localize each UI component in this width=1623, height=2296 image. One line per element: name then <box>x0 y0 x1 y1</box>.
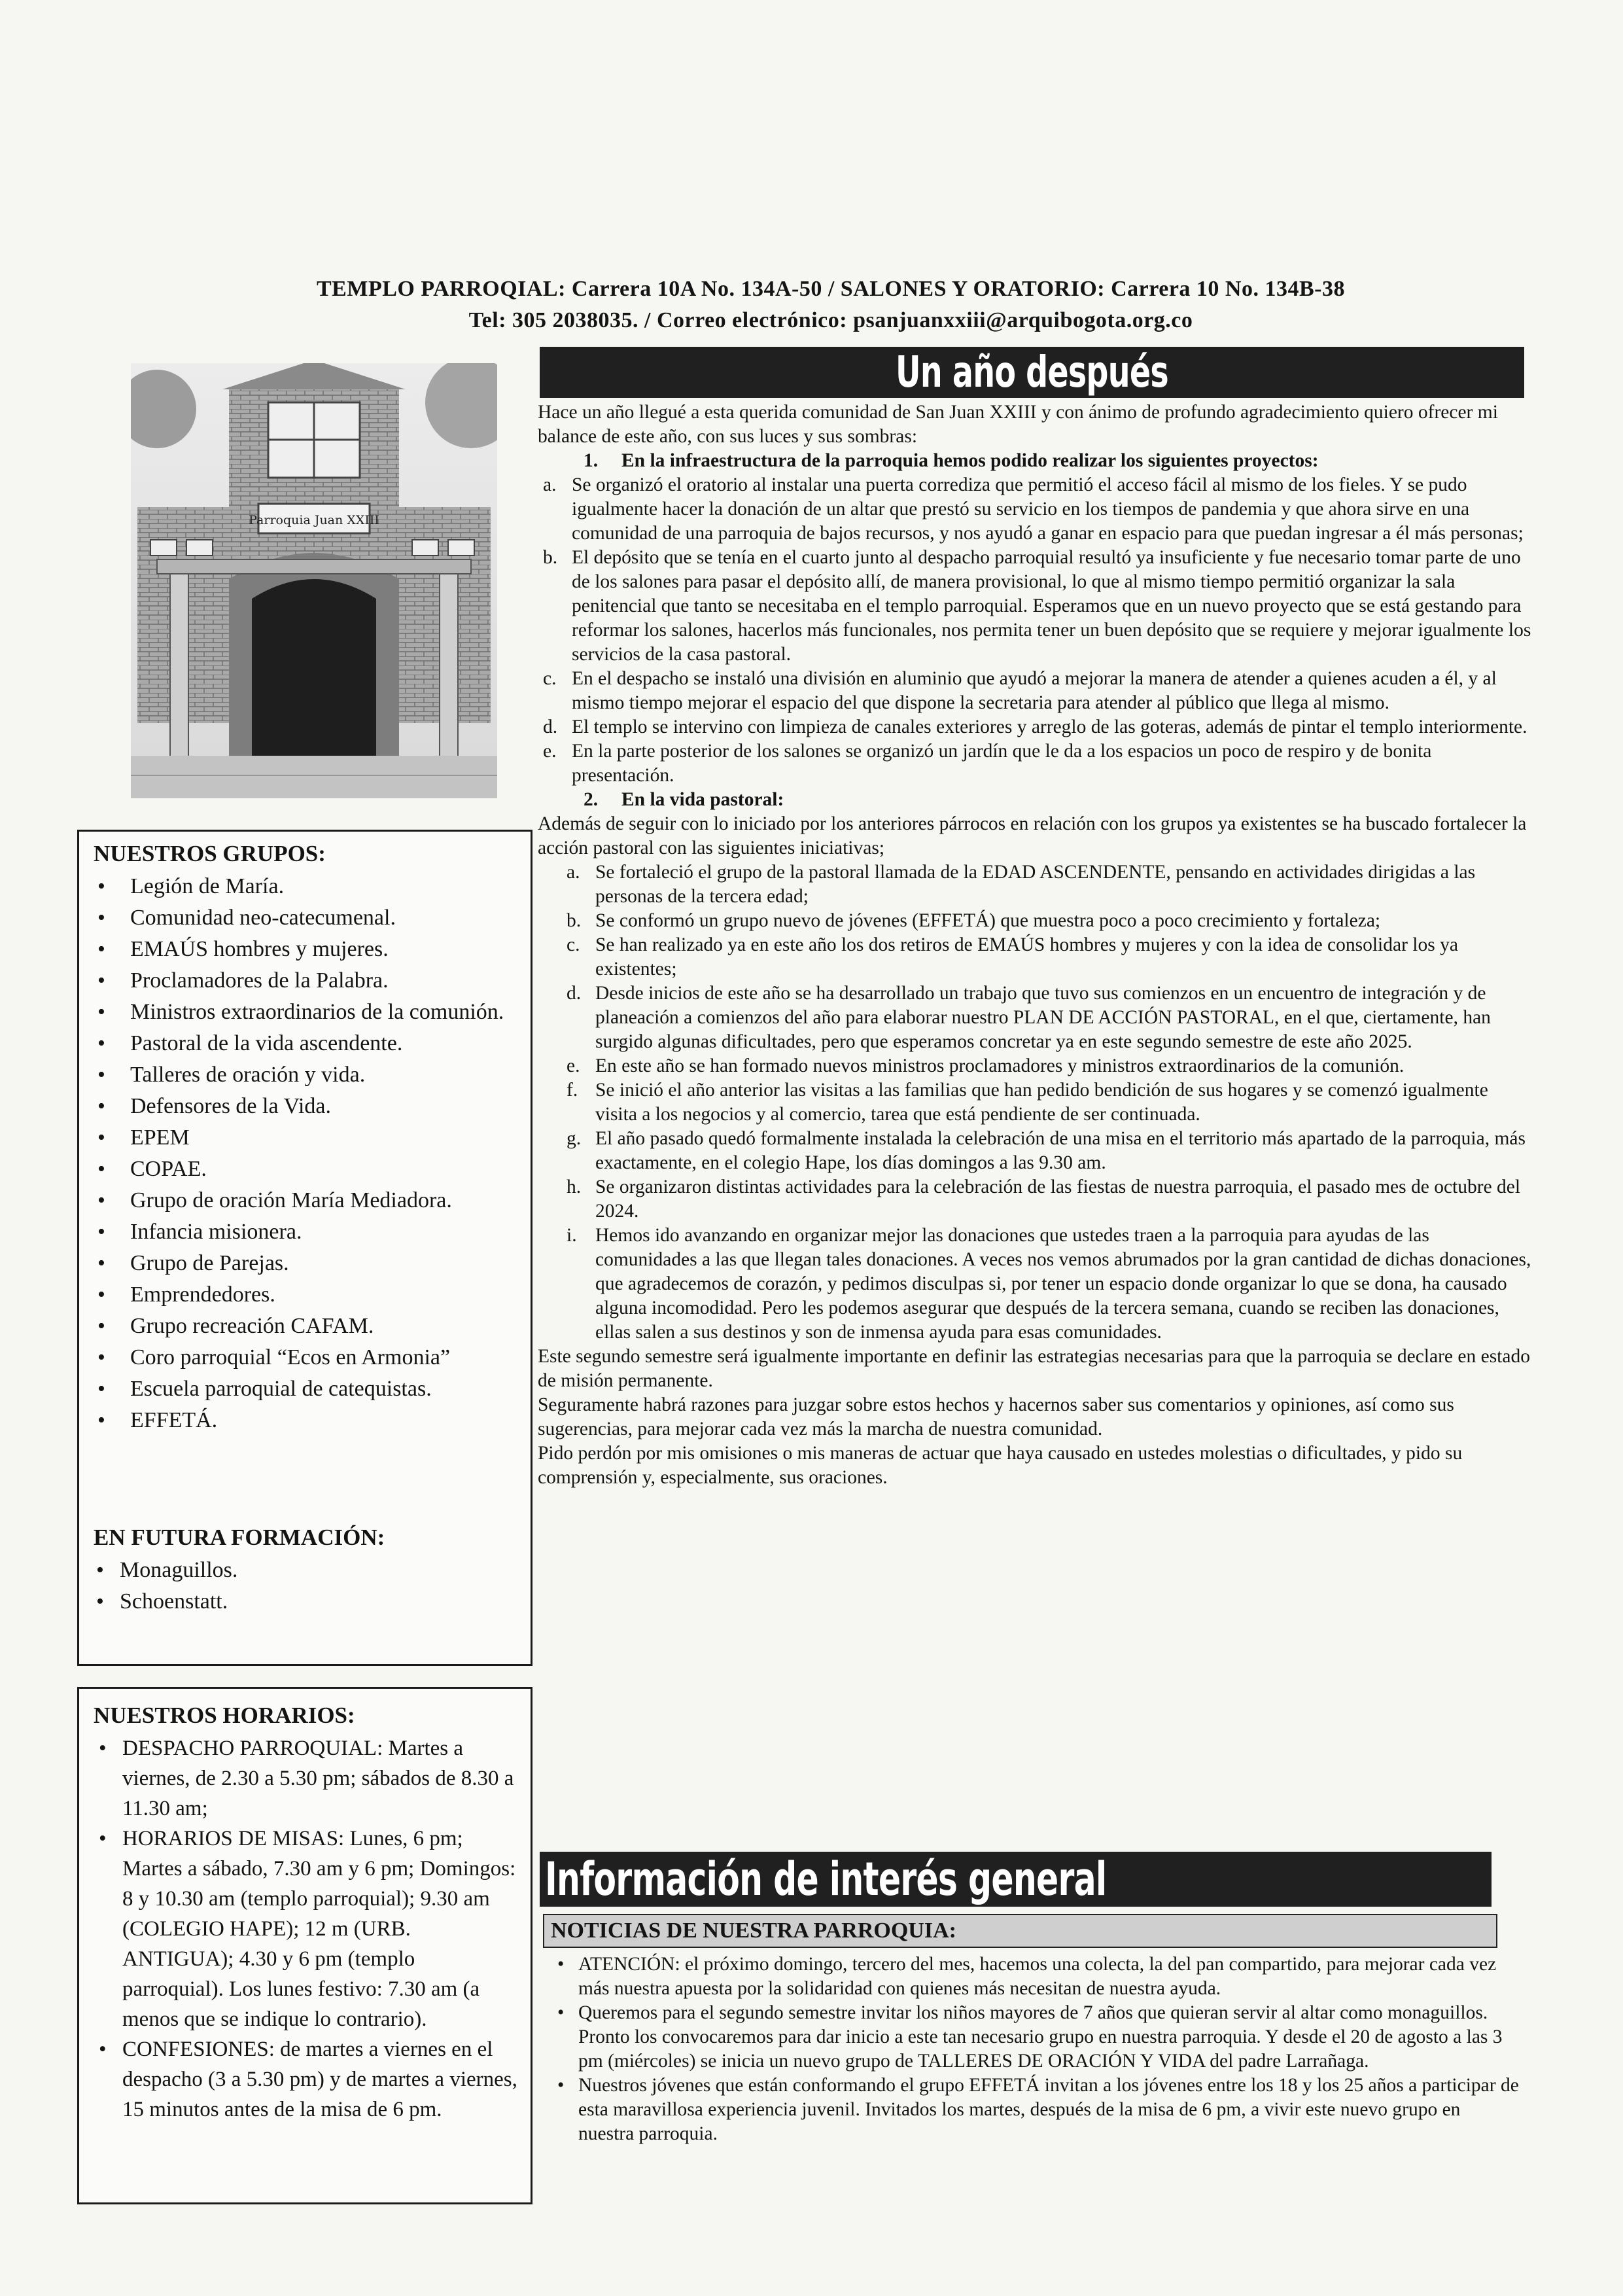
item-letter: a. <box>567 862 580 883</box>
item-text: El templo se intervino con limpieza de canales exteriores y arreglo de las goteras, además de pintar el templo interiormente. <box>572 716 1527 737</box>
article-title: Un año después <box>896 347 1168 397</box>
groups-title: NUESTROS GRUPOS: <box>94 841 326 866</box>
article-body <box>538 400 1532 1490</box>
item-text: Se han realizado ya en este año los dos retiros de EMAÚS hombres y mujeres y con la idea de consolidar los ya existentes; <box>595 934 1458 980</box>
item-text: En la parte posterior de los salones se organizó un jardín que le da a los espacios un poco de respiro y de bonita presentación. <box>572 741 1432 786</box>
group-item: • Comunidad neo-catecumenal. <box>94 902 519 934</box>
list-item <box>538 1175 1532 1224</box>
news-item: • Queremos para el segundo semestre invitar los niños mayores de 7 años que quieran servir al altar como monaguillos. Pronto los convocaremos para dar inicio a este tan necesario grupo en nuestra parroquia. Y desde el 20 de agosto a las 3 pm (miércoles) se inicia un nuevo grupo de TALLERES DE ORACIÓN Y VIDA del padre Larrañaga. <box>557 2001 1519 2074</box>
article-intro: Hace un año llegué a esta querida comunidad de San Juan XXIII y con ánimo de profundo agradecimiento quiero ofrecer mi balance de este año, con sus luces y sus sombras: <box>538 402 1498 447</box>
item-letter: d. <box>567 983 582 1004</box>
list-item <box>538 1224 1532 1345</box>
list-item <box>538 981 1532 1054</box>
item-letter: a. <box>543 474 557 495</box>
news-item: • ATENCIÓN: el próximo domingo, tercero del mes, hacemos una colecta, la del pan compartido, para mejorar cada vez más nuestra apuesta por la solidaridad con quienes más necesitan de nuestra ayuda. <box>557 1952 1519 2001</box>
section-2-heading: 2. En la vida pastoral: <box>584 789 784 810</box>
news-heading: NOTICIAS DE NUESTRA PARROQUIA: <box>551 1918 956 1943</box>
item-letter: c. <box>543 668 557 689</box>
list-item <box>538 1078 1532 1127</box>
item-letter: c. <box>567 934 580 955</box>
list-item <box>538 473 1532 546</box>
group-item: • Proclamadores de la Palabra. <box>94 965 519 997</box>
item-text: Hemos ido avanzando en organizar mejor las donaciones que ustedes traen a la parroquia para ayudas de las comunidades a las que llegan tales donaciones. A veces nos vemos abrumados por la gran cantidad de dichas donaciones, que agradecemos de corazón, y pedimos disculpas si, por tener un espacio donde organizar lo que se dona, ha causado alguna incomodidad. Pero les podemos asegurar que después de la tercera semana, cuando se reciben las donaciones, ellas salen a sus destinos y son de inmensa ayuda para esas comunidades. <box>595 1225 1531 1343</box>
item-letter: e. <box>543 741 557 762</box>
closing-paragraph-3: Pido perdón por mis omisiones o mis maneras de actuar que haya causado en ustedes molestias o dificultades, y pido su comprensión y, especialmente, sus oraciones. <box>538 1443 1463 1488</box>
group-item: • Legión de María. <box>94 871 519 902</box>
groups-list <box>94 871 519 1436</box>
item-letter: h. <box>567 1176 582 1197</box>
item-text: Se organizó el oratorio al instalar una puerta corrediza que permitió el acceso fácil al mismo de los fieles. Y se pudo igualmente hacer la donación de un altar que prestó su servicio en los tiempos de pandemia y que ahora sirve en una comunidad de una parroquia de bajos recursos, y nos ayudó a ganar en espacio para que puedan ingresar a él más personas; <box>572 474 1524 544</box>
item-text: El año pasado quedó formalmente instalada la celebración de una misa en el territorio más apartado de la parroquia, más exactamente, en el colegio Hape, los días domingos a las 9.30 am. <box>595 1128 1526 1173</box>
schedule-item: • HORARIOS DE MISAS: Lunes, 6 pm; Martes a sábado, 7.30 am y 6 pm; Domingos: 8 y 10.30 am (templo parroquial); 9.30 am (COLEGIO HAPE); 12 m (URB. ANTIGUA); 4.30 y 6 pm (templo parroquial). Los lunes festivo: 7.30 am (a menos que se indique lo contrario). <box>94 1824 519 2034</box>
section-1-list <box>538 473 1532 788</box>
group-item: • Pastoral de la vida ascendente. <box>94 1028 519 1059</box>
info-title: Información de interés general <box>545 1852 1107 1906</box>
item-text: El depósito que se tenía en el cuarto junto al despacho parroquial resultó ya insuficiente y fue necesario tomar parte de uno de los salones para pasar el depósito allí, de manera provisional, lo que al mismo tiempo permitió organizar la sala penitencial que tanto se necesitaba en el templo parroquial. Esperamos que en un nuevo proyecto que se está gestando para reformar los salones, hacerlos más funcionales, nos permita tener un buen depósito que se requiere y mejorar igualmente los servicios de la casa pastoral. <box>572 547 1531 665</box>
header-address-line: TEMPLO PARROQIAL: Carrera 10A No. 134A-50 / SALONES Y ORATORIO: Carrera 10 No. 134B-38 <box>317 277 1345 301</box>
group-item: • EMAÚS hombres y mujeres. <box>94 934 519 965</box>
group-item: • Emprendedores. <box>94 1279 519 1311</box>
group-item: • Grupo recreación CAFAM. <box>94 1311 519 1342</box>
item-text: Se conformó un grupo nuevo de jóvenes (EFFETÁ) que muestra poco a poco crecimiento y fortaleza; <box>595 910 1381 931</box>
info-title-banner <box>540 1852 1492 1907</box>
section-2-intro: Además de seguir con lo iniciado por los anteriores párrocos en relación con los grupos ya existentes se ha buscado fortalecer la acción pastoral con las siguientes iniciativas; <box>538 813 1527 858</box>
item-text: En este año se han formado nuevos ministros proclamadores y ministros extraordinarios de la comunión. <box>595 1055 1405 1076</box>
header-contact <box>164 274 1498 336</box>
item-letter: f. <box>567 1080 578 1101</box>
group-item: • Defensores de la Vida. <box>94 1091 519 1122</box>
group-item: • EFFETÁ. <box>94 1405 519 1436</box>
item-text: Se organizaron distintas actividades para la celebración de las fiestas de nuestra parroquia, el pasado mes de octubre del 2024. <box>595 1176 1521 1222</box>
closing-paragraph-1: Este segundo semestre será igualmente importante en definir las estrategias necesarias para que la parroquia se declare en estado de misión permanente. <box>538 1346 1530 1391</box>
group-item: • Coro parroquial “Ecos en Armonia” <box>94 1342 519 1373</box>
future-group-item: • Monaguillos. <box>94 1555 519 1586</box>
list-item <box>538 1054 1532 1078</box>
news-heading-bar <box>543 1914 1497 1948</box>
future-formation-title: EN FUTURA FORMACIÓN: <box>94 1525 385 1550</box>
group-item: • Talleres de oración y vida. <box>94 1059 519 1091</box>
section-1-heading: 1. En la infraestructura de la parroquia hemos podido realizar los siguientes proyectos: <box>584 450 1319 471</box>
header-contact-line: Tel: 305 2038035. / Correo electrónico: psanjuanxxiii@arquibogota.org.co <box>468 308 1193 332</box>
group-item: • Grupo de Parejas. <box>94 1248 519 1279</box>
item-text: En el despacho se instaló una división en aluminio que ayudó a mejorar la manera de atender a quienes acuden a él, y al mismo tiempo mejorar el espacio del que dispone la secretaria para atender al público que llega al mismo. <box>572 668 1497 713</box>
future-formation-list <box>94 1555 519 1617</box>
list-item <box>538 1127 1532 1175</box>
item-text: Desde inicios de este año se ha desarrollado un trabajo que tuvo sus comienzos en un encuentro de integración y de planeación a comienzos del año para elaborar nuestro PLAN DE ACCIÓN PASTORAL, en el que, ciertamente, han surgido algunas dificultades, pero que esperamos concretar ya en este segundo semestre de este año 2025. <box>595 983 1491 1052</box>
section-2-list <box>538 860 1532 1345</box>
schedule-item: • CONFESIONES: de martes a viernes en el despacho (3 a 5.30 pm) y de martes a viernes, 15 minutos antes de la misa de 6 pm. <box>94 2034 519 2125</box>
item-letter: g. <box>567 1128 582 1149</box>
list-item <box>538 739 1532 788</box>
list-item <box>538 546 1532 667</box>
list-item <box>538 860 1532 909</box>
schedule-item: • DESPACHO PARROQUIAL: Martes a viernes, de 2.30 a 5.30 pm; sábados de 8.30 a 11.30 am; <box>94 1733 519 1824</box>
schedule-title: NUESTROS HORARIOS: <box>94 1703 355 1728</box>
groups-box <box>77 830 532 1666</box>
group-item: • EPEM <box>94 1122 519 1154</box>
list-item <box>538 933 1532 981</box>
group-item: • Ministros extraordinarios de la comunión. <box>94 997 519 1028</box>
item-letter: e. <box>567 1055 580 1076</box>
item-text: Se fortaleció el grupo de la pastoral llamada de la EDAD ASCENDENTE, pensando en actividades dirigidas a las personas de la tercera edad; <box>595 862 1476 907</box>
schedule-box <box>77 1687 532 2204</box>
group-item: • Escuela parroquial de catequistas. <box>94 1373 519 1405</box>
svg-text:Parroquia Juan XXIII: Parroquia Juan XXIII <box>249 513 379 527</box>
article-title-banner <box>540 347 1524 398</box>
item-letter: b. <box>567 910 582 931</box>
schedule-list <box>94 1733 519 2125</box>
list-item <box>538 715 1532 739</box>
news-item: • Nuestros jóvenes que están conformando el grupo EFFETÁ invitan a los jóvenes entre los 18 y los 25 años a participar de esta maravillosa experiencia juvenil. Invitados los martes, después de la misa de 6 pm, a vivir este nuevo grupo en nuestra parroquia. <box>557 2074 1519 2146</box>
group-item: • Infancia misionera. <box>94 1216 519 1248</box>
group-item: • Grupo de oración María Mediadora. <box>94 1185 519 1216</box>
item-letter: d. <box>543 716 558 737</box>
future-group-item: • Schoenstatt. <box>94 1586 519 1617</box>
group-item: • COPAE. <box>94 1154 519 1185</box>
item-text: Se inició el año anterior las visitas a las familias que han pedido bendición de sus hogares y se comenzó igualmente visita a los negocios y al comercio, tarea que está pendiente de ser continuada. <box>595 1080 1488 1125</box>
church-entrance-photo <box>131 363 497 798</box>
item-letter: i. <box>567 1225 577 1246</box>
closing-paragraph-2: Seguramente habrá razones para juzgar sobre estos hechos y hacernos saber sus comentarios y opiniones, así como sus sugerencias, para mejorar cada vez más la marcha de nuestra comunidad. <box>538 1394 1454 1439</box>
item-letter: b. <box>543 547 558 568</box>
news-list <box>557 1952 1519 2146</box>
list-item <box>538 909 1532 933</box>
list-item <box>538 667 1532 715</box>
